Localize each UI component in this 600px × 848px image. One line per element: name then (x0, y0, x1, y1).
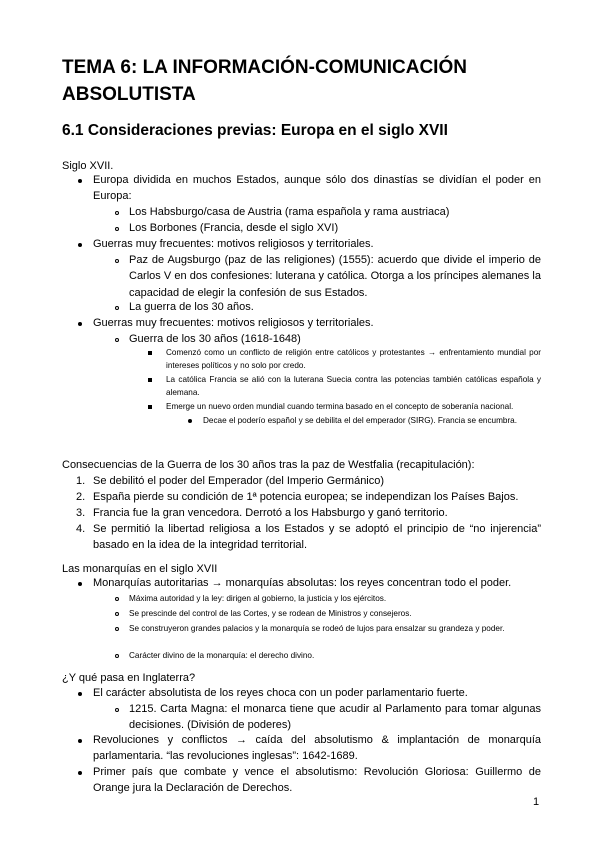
list-item: La guerra de los 30 años. (129, 301, 254, 313)
bullet-circle (115, 627, 119, 631)
section-title: 6.1 Consideraciones previas: Europa en el siglo XVII (62, 122, 448, 139)
list-number: 1. (76, 475, 86, 487)
list-item: Francia fue la gran vencedora. Derrotó a los Habsburgo y ganó territorio. (93, 507, 448, 519)
list-number: 2. (76, 491, 86, 503)
bullet-dot (78, 582, 82, 586)
inglaterra-heading: ¿Y qué pasa en Inglaterra? (62, 672, 196, 684)
list-item: Guerras muy frecuentes: motivos religiosos y territoriales. (93, 238, 374, 250)
list-item: Primer país que combate y vence el absolutismo: Revolución Gloriosa: Guillermo de Orange jura la Declaración de Derechos. (93, 766, 541, 795)
bullet-circle (115, 211, 119, 215)
list-item: Máxima autoridad y la ley: dirigen al gobierno, la justicia y los ejércitos. (129, 594, 387, 603)
bullet-circle (115, 227, 119, 231)
bullet-dot (78, 322, 82, 326)
list-number: 4. (76, 523, 86, 535)
list-item: España pierde su condición de 1ª potencia europea; se independizan los Países Bajos. (93, 491, 519, 503)
page-number: 1 (533, 796, 540, 808)
list-item: Se debilitó el poder del Emperador (del Imperio Germánico) (93, 475, 385, 487)
list-number: 3. (76, 507, 86, 519)
list-item: Monarquías autoritarias → monarquías absolutas: los reyes concentran todo el poder. (93, 577, 512, 589)
bullet-circle (115, 612, 119, 616)
list-item: La católica Francia se alió con la luterana Suecia contra las potencias también católicas española y alemana. (166, 375, 541, 398)
bullet-dot (78, 771, 82, 775)
list-item: Los Borbones (Francia, desde el siglo XVI) (129, 222, 339, 234)
bullet-square (148, 405, 152, 409)
bullet-dot (78, 739, 82, 743)
bullet-dot (78, 692, 82, 696)
bullet-dot (188, 419, 192, 423)
list-item: Carácter divino de la monarquía: el derecho divino. (129, 651, 315, 660)
list-item: Paz de Augsburgo (paz de las religiones) (1555): acuerdo que divide el imperio de Carlos V en dos confesiones: luterana y católica. Otorga a los príncipes alemanes la capacidad de elegir la confesión de sus Estados. (129, 254, 541, 299)
bullet-circle (115, 259, 119, 263)
list-item: Los Habsburgo/casa de Austria (rama española y rama austriaca) (129, 206, 450, 218)
page-title: TEMA 6: LA INFORMACIÓN-COMUNICACIÓN ABSOLUTISTA (62, 57, 467, 105)
list-item: Europa dividida en muchos Estados, aunque sólo dos dinastías se dividían el poder en Europa: (93, 174, 541, 203)
siglo-heading: Siglo XVII. (62, 160, 114, 172)
bullet-square (148, 378, 152, 382)
bullet-circle (115, 597, 119, 601)
list-item: 1215. Carta Magna: el monarca tiene que acudir al Parlamento para tomar algunas decisiones. (División de poderes) (129, 703, 541, 732)
list-item: Comenzó como un conflicto de religión entre católicos y protestantes → enfrentamiento mundial por intereses políticos y no solo por credo. (166, 348, 541, 371)
list-item: Decae el poderío español y se debilita el del emperador (SIRG). Francia se encumbra. (203, 416, 518, 425)
list-item: Emerge un nuevo orden mundial cuando termina basado en el concepto de soberanía nacional. (166, 402, 514, 411)
bullet-circle (115, 654, 119, 658)
bullet-circle (115, 306, 119, 310)
list-item: Se permitió la libertad religiosa a los Estados y se adoptó el principio de “no injerencia” basado en la idea de la integridad territorial. (93, 523, 541, 552)
list-item: Guerra de los 30 años (1618-1648) (129, 333, 301, 345)
list-item: Guerras muy frecuentes: motivos religiosos y territoriales. (93, 317, 374, 329)
bullet-dot (78, 243, 82, 247)
bullet-dot (78, 179, 82, 183)
consecuencias-heading: Consecuencias de la Guerra de los 30 años tras la paz de Westfalia (recapitulación): (62, 459, 475, 471)
list-item: Revoluciones y conflictos → caída del absolutismo & implantación de monarquía parlamentaria. “las revoluciones inglesas”: 1642-1689. (93, 734, 541, 763)
list-item: El carácter absolutista de los reyes choca con un poder parlamentario fuerte. (93, 687, 468, 699)
list-item: Se construyeron grandes palacios y la monarquía se rodeó de lujos para ensalzar su grandeza y poder. (129, 624, 505, 633)
monarquias-heading: Las monarquías en el siglo XVII (62, 563, 218, 575)
list-item: Se prescinde del control de las Cortes, y se rodean de Ministros y consejeros. (129, 609, 412, 618)
bullet-circle (115, 708, 119, 712)
bullet-circle (115, 338, 119, 342)
bullet-square (148, 351, 152, 355)
